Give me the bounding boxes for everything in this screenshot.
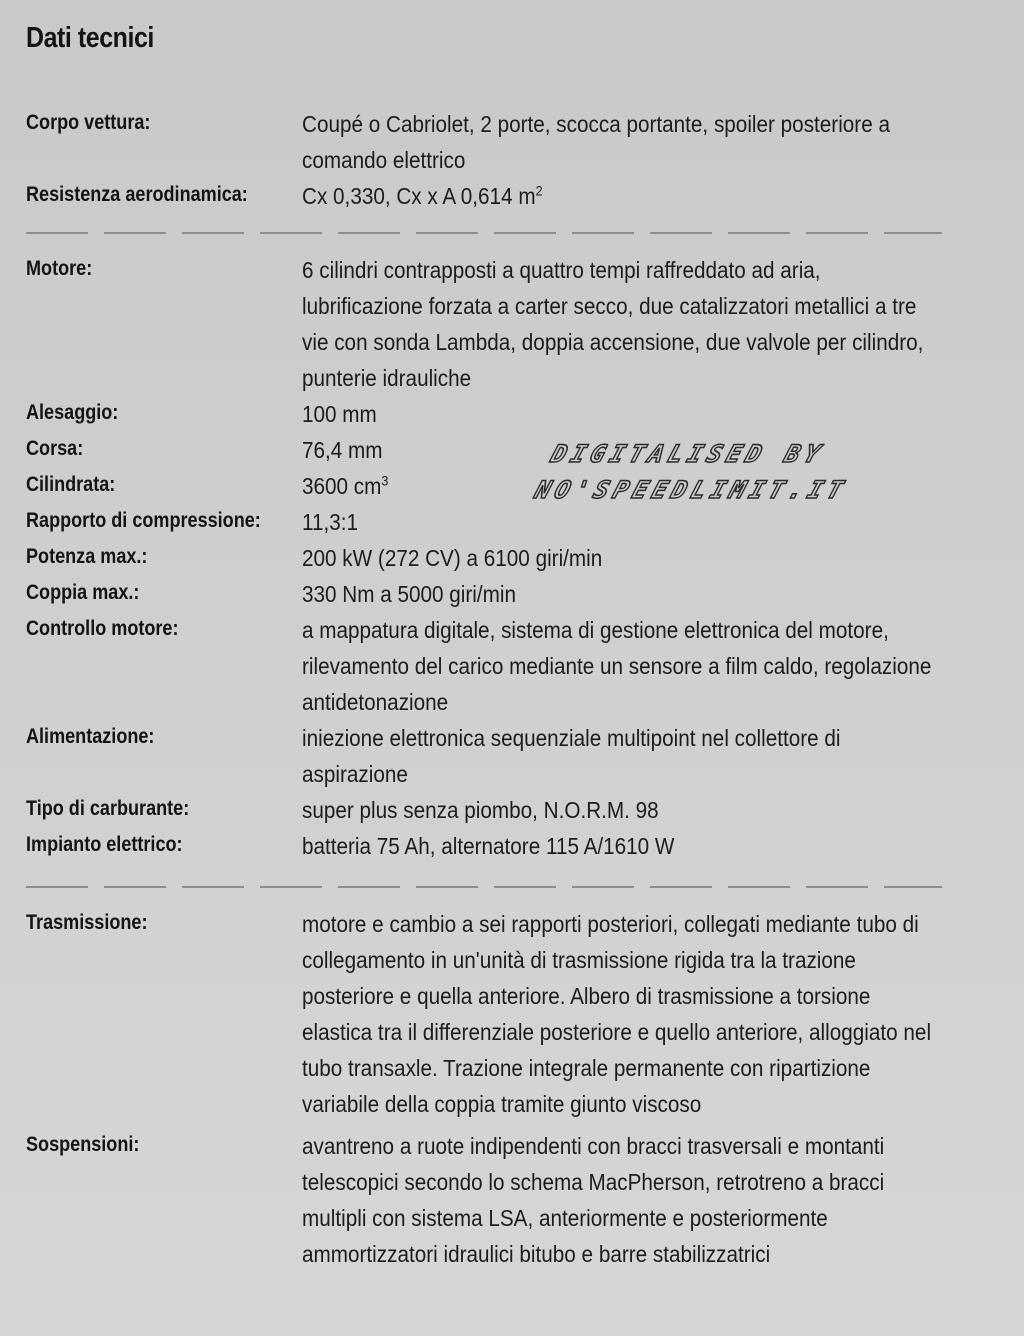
- section-divider: [26, 886, 942, 888]
- spec-row-potenza: [26, 540, 946, 576]
- spec-label: Corpo vettura:: [26, 111, 151, 134]
- superscript: 3: [381, 472, 389, 489]
- spec-row-sospensioni: [26, 1128, 946, 1278]
- spec-row-controllo: [26, 612, 946, 720]
- spec-label: Trasmissione:: [26, 911, 148, 934]
- spec-value: 11,3:1: [302, 509, 359, 535]
- spec-label: Potenza max.:: [26, 545, 148, 568]
- spec-value: Coupé o Cabriolet, 2 porte, scocca portante, spoiler posteriore a comando elettrico: [302, 111, 890, 173]
- spec-value: avantreno a ruote indipendenti con bracci trasversali e montanti telescopici secondo lo schema MacPherson, retrotreno a bracci multipli con sistema LSA, anteriormente e posteriormente ammortizzatori idraulici bitubo e barre stabilizzatrici: [302, 1133, 885, 1267]
- spec-value-text: Cx 0,330, Cx x A 0,614 m: [302, 183, 536, 209]
- page-title: Dati tecnici: [26, 22, 154, 54]
- spec-row-trasmissione: [26, 906, 946, 1128]
- spec-value: motore e cambio a sei rapporti posteriori, collegati mediante tubo di collegamento in un'unità di trasmissione rigida tra la trazione posteriore e quella anteriore. Albero di trasmissione a torsione elastica tra il differenziale posteriore e quello anteriore, alloggiato nel tubo transaxle. Trazione integrale permanente con ripartizione variabile della coppia tramite giunto viscoso: [302, 911, 932, 1117]
- spec-value: super plus senza piombo, N.O.R.M. 98: [302, 797, 659, 823]
- spec-row-coppia: [26, 576, 946, 612]
- spec-label: Cilindrata:: [26, 473, 116, 496]
- watermark-line-2: NO'SPEEDLIMIT.IT: [531, 476, 852, 504]
- spec-row-resistenza: [26, 178, 946, 218]
- spec-row-motore: [26, 252, 946, 396]
- spec-label: Corsa:: [26, 437, 84, 460]
- spec-row-alesaggio: [26, 396, 946, 432]
- spec-value: batteria 75 Ah, alternatore 115 A/1610 W: [302, 833, 675, 859]
- spec-label: Sospensioni:: [26, 1133, 140, 1156]
- superscript: 2: [535, 182, 543, 199]
- spec-row-impianto: [26, 828, 946, 864]
- spec-label: Motore:: [26, 257, 93, 280]
- spec-label: Resistenza aerodinamica:: [26, 183, 248, 206]
- spec-value: [302, 178, 941, 214]
- spec-label: Controllo motore:: [26, 617, 179, 640]
- spec-label: Alimentazione:: [26, 725, 155, 748]
- spec-label: Impianto elettrico:: [26, 833, 183, 856]
- spec-value-text: 3600 cm: [302, 473, 382, 499]
- spec-row-alimentazione: [26, 720, 946, 792]
- spec-row-rapporto: [26, 504, 946, 540]
- spec-value: a mappatura digitale, sistema di gestione elettronica del motore, rilevamento del carico mediante un sensore a film caldo, regolazione antidetonazione: [302, 617, 932, 715]
- spec-value: 6 cilindri contrapposti a quattro tempi raffreddato ad aria, lubrificazione forzata a carter secco, due catalizzatori metallici a tre vie con sonda Lambda, doppia accensione, due valvole per cilindro, punterie idrauliche: [302, 257, 924, 391]
- spec-value: 330 Nm a 5000 giri/min: [302, 581, 517, 607]
- spec-label: Coppia max.:: [26, 581, 140, 604]
- spec-label: Tipo di carburante:: [26, 797, 190, 820]
- spec-label: Alesaggio:: [26, 401, 119, 424]
- section-divider: [26, 232, 942, 234]
- spec-row-corpo: [26, 106, 946, 178]
- spec-value: 200 kW (272 CV) a 6100 giri/min: [302, 545, 603, 571]
- spec-value: 100 mm: [302, 401, 377, 427]
- section-drivetrain: [26, 906, 946, 1278]
- section-body: [26, 106, 946, 218]
- spec-label: Rapporto di compressione:: [26, 509, 261, 532]
- spec-row-carburante: [26, 792, 946, 828]
- spec-value: 76,4 mm: [302, 437, 383, 463]
- section-engine: [26, 252, 946, 864]
- spec-value: iniezione elettronica sequenziale multipoint nel collettore di aspirazione: [302, 725, 841, 787]
- watermark-line-1: DIGITALISED BY: [547, 440, 829, 468]
